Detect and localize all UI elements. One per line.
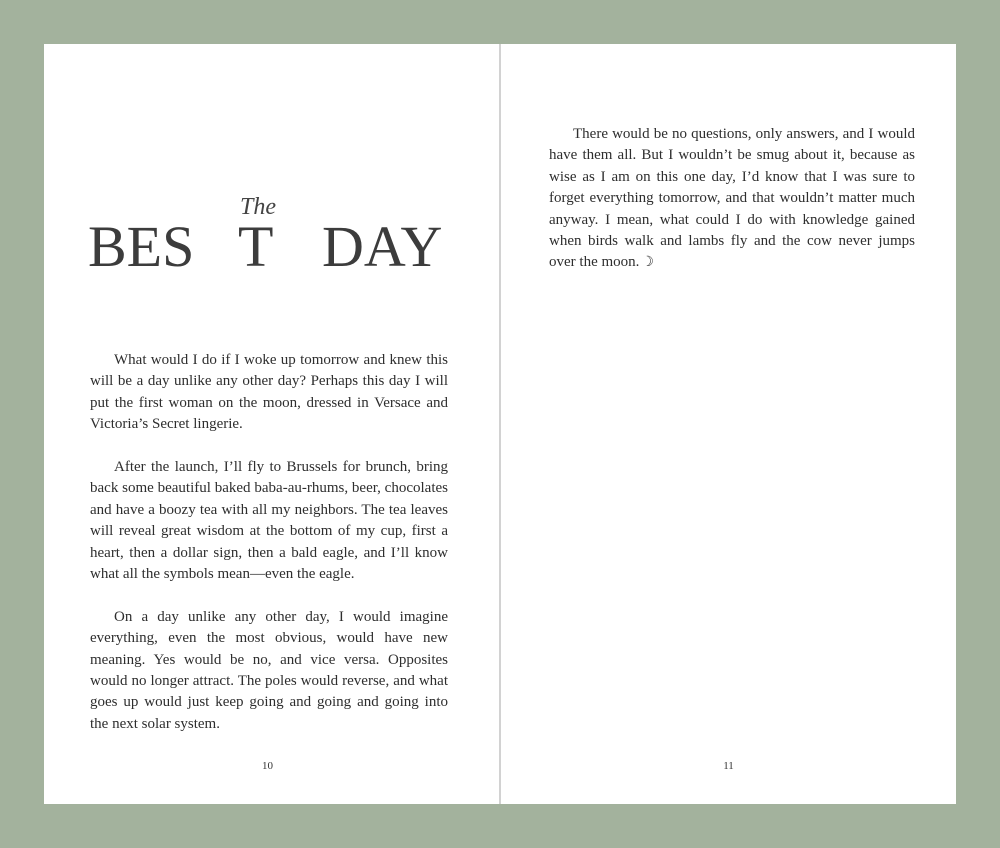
right-page: [501, 44, 956, 804]
paragraph: What would I do if I woke up tomorrow and knew this will be a day unlike any other day? Perhaps this day I will put the first woman on the moon, dressed in Versace and Victoria’s Secret lingerie.: [90, 352, 448, 433]
title-best-day: [88, 214, 468, 280]
right-page-text: [549, 124, 915, 295]
paragraph: [549, 124, 915, 274]
crescent-moon-icon: ☽: [641, 255, 654, 271]
paragraph-text: There would be no questions, only answers, and I would have them all. But I wouldn’t be smug about it, because as wise as I am on this one day, I’d know that I was sure to forget everything tomorrow, and that wouldn’t matter much anyway. I mean, what could I do with knowledge gained when birds walk and lambs fly and the cow never jumps over the moon.: [549, 126, 915, 271]
left-page: [44, 44, 499, 804]
left-page-text: [90, 350, 448, 757]
title-part-bes: BES: [88, 214, 195, 279]
title-part-t: T: [238, 214, 274, 279]
page-number-right: 11: [723, 760, 734, 772]
book-spread: [44, 44, 956, 804]
paragraph: On a day unlike any other day, I would imagine everything, even the most obvious, would have new meaning. Yes would be no, and vice versa. Opposites would no longer attract. The poles would reverse, and what goes up would just keep going and going and going into the next solar system.: [90, 608, 448, 732]
title-part-day: DAY: [322, 214, 443, 279]
paragraph: After the launch, I’ll fly to Brussels for brunch, bring back some beautiful baked baba-au-rhums, beer, chocolates and have a boozy tea with all my neighbors. The tea leaves will reveal great wisdom at the bottom of my cup, first a heart, then a dollar sign, then a bald eagle, and I’ll know what all the symbols mean—even the eagle.: [90, 459, 448, 583]
page-number-left: 10: [262, 760, 273, 772]
title-the: The: [240, 194, 276, 220]
